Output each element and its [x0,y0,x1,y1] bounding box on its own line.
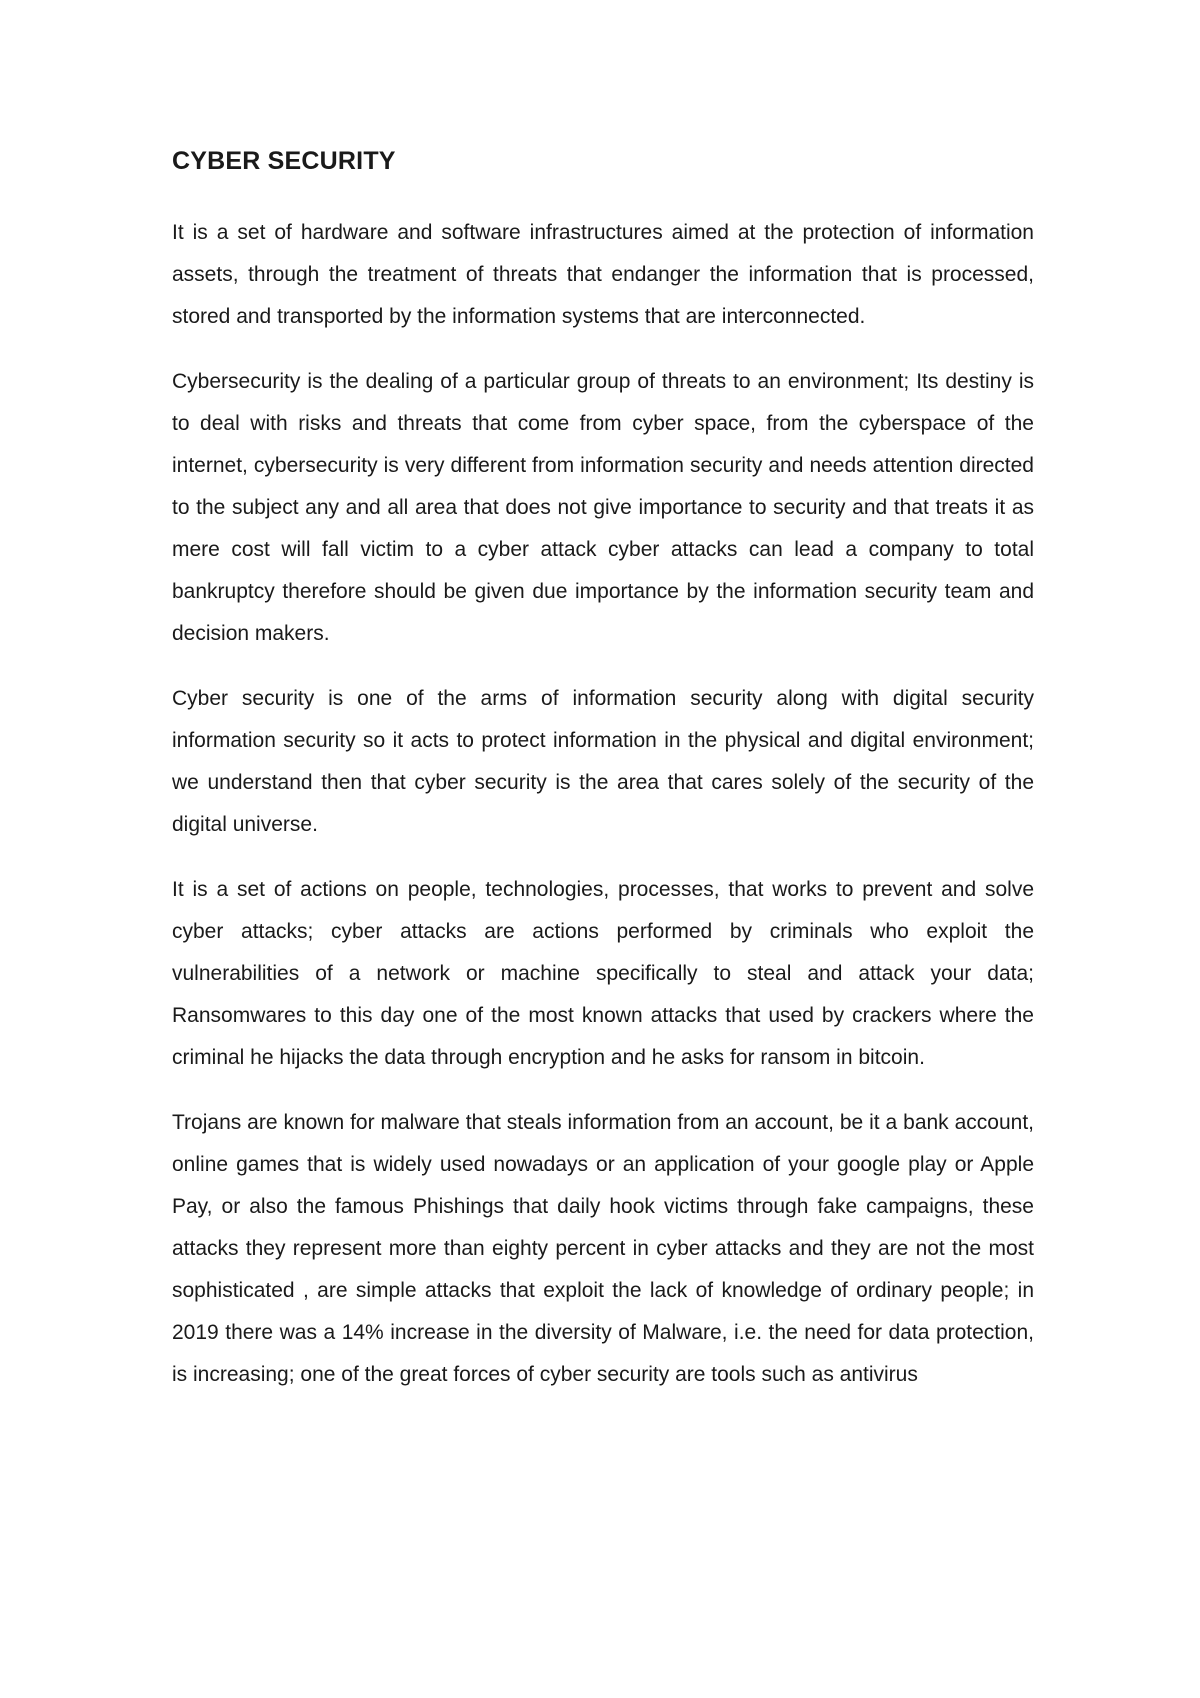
document-title: CYBER SECURITY [172,147,396,175]
paragraph-information-security: Cyber security is one of the arms of information security along with digital security information security so it acts to protect information in the physical and digital environment; we understand then that cyber security is the area that cares solely of the security of the digital universe. [172,687,1034,836]
paragraph-cyber-attacks: It is a set of actions on people, technologies, processes, that works to prevent and solve cyber attacks; cyber attacks are actions performed by criminals who exploit the vulnerabilities of a network or machine specifically to steal and attack your data; Ransomwares to this day one of the most known attacks that used by crackers where the criminal he hijacks the data through encryption and he asks for ransom in bitcoin. [172,878,1034,1069]
paragraph-threats: Cybersecurity is the dealing of a particular group of threats to an environment; Its destiny is to deal with risks and threats that come from cyber space, from the cyberspace of the internet, cybersecurity is very different from information security and needs attention directed to the subject any and all area that does not give importance to security and that treats it as mere cost will fall victim to a cyber attack cyber attacks can lead a company to total bankruptcy therefore should be given due importance by the information security team and decision makers. [172,370,1034,645]
document-body [172,140,1034,1419]
paragraph-definition: It is a set of hardware and software infrastructures aimed at the protection of information assets, through the treatment of threats that endanger the information that is processed, stored and transported by the information systems that are interconnected. [172,221,1034,328]
paragraph-trojans: Trojans are known for malware that steals information from an account, be it a bank account, online games that is widely used nowadays or an application of your google play or Apple Pay, or also the famous Phishings that daily hook victims through fake campaigns, these attacks they represent more than eighty percent in cyber attacks and they are not the most sophisticated , are simple attacks that exploit the lack of knowledge of ordinary people; in 2019 there was a 14% increase in the diversity of Malware, i.e. the need for data protection, is increasing; one of the great forces of cyber security are tools such as antivirus [172,1111,1034,1386]
